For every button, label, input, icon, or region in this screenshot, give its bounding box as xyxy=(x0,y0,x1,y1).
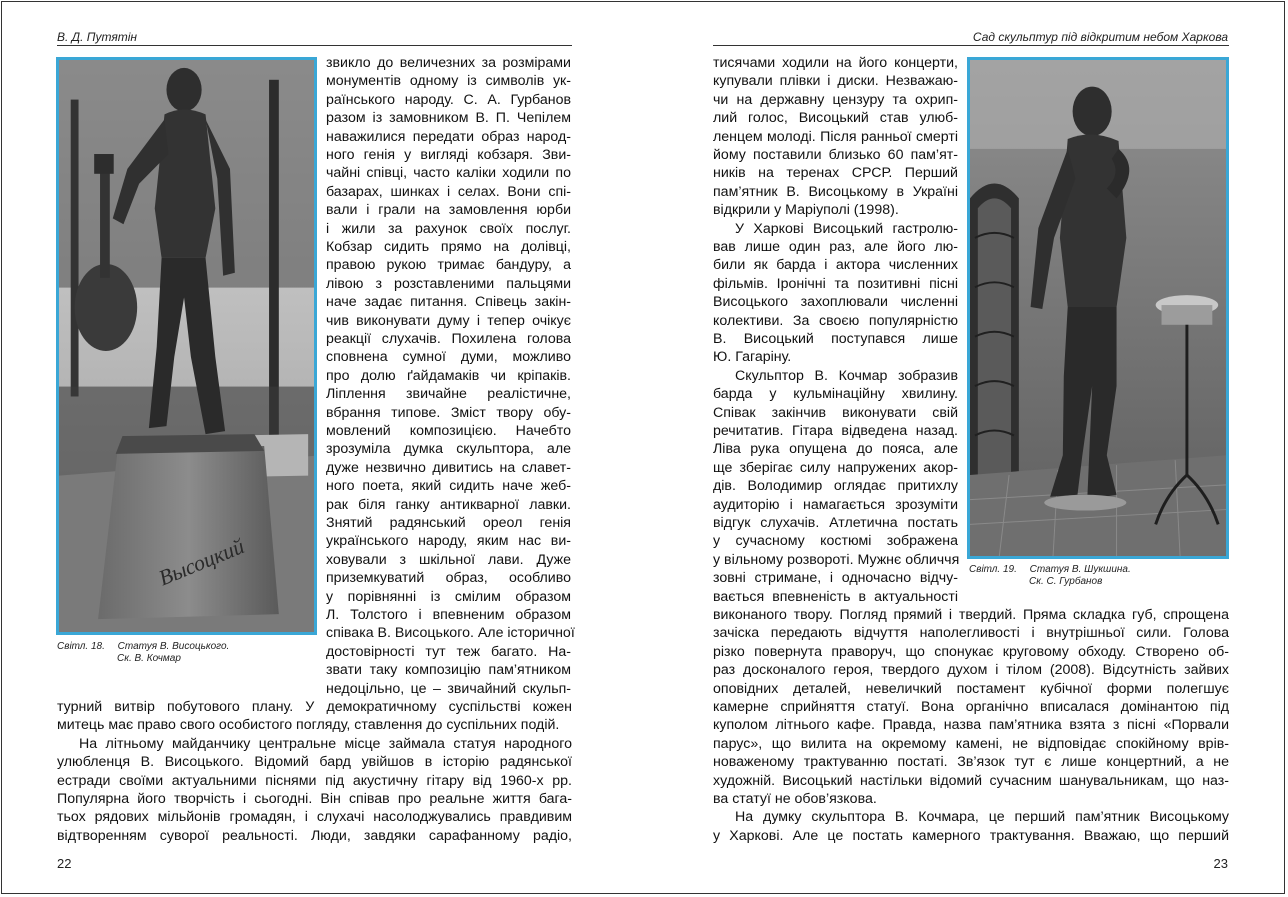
text-line: йому поставили близько 60 пам’ят- xyxy=(713,147,958,163)
text-line: недоцільно, це – звичайний скульп- xyxy=(326,680,571,697)
text-line: наче задає питання. Співець закін- xyxy=(326,294,571,311)
right-page-number: 23 xyxy=(1213,856,1228,871)
text-line: новаженому трактуванню постаті. Зв’язок тут є лише концертний, а не xyxy=(713,754,1229,771)
text-line: про долю ґайдамаків чи кріпаків. xyxy=(326,367,571,384)
text-line: відгук слухачів. Атлетична постать xyxy=(713,515,958,531)
figure-19-title: Статуя В. Шукшина. xyxy=(1029,564,1131,575)
text-line: естради своїми актуальними піснями під акустичну гітару від 1960-х рр. xyxy=(57,772,572,789)
text-line: чи на державну цензуру та охрип- xyxy=(713,91,958,108)
text-line: ховували з шкільної лави. Дуже xyxy=(326,551,571,568)
text-line: мовлений композицією. Начебто xyxy=(326,423,571,439)
text-line: били як барда і актора численних xyxy=(713,257,958,274)
figure-18-caption xyxy=(57,641,229,665)
text-line: раз досконалого героя, твердого духом і тілом (2008). Відсутність зайвих xyxy=(713,662,1229,679)
text-line: зачіска передають відчуття наполегливості і внутрішньої сили. Голова xyxy=(713,625,1229,642)
text-line: вав лише один раз, але його лю- xyxy=(713,239,958,255)
figure-18-photo-vysotsky-statue xyxy=(56,57,317,635)
text-line: ленцем молоді. Після ранньої смерті xyxy=(713,128,958,145)
text-line: аудиторію і намагається зрозуміти xyxy=(713,496,958,513)
text-line: На літньому майданчику центральне місце займала статуя народного xyxy=(79,735,572,752)
text-line: Скульптор В. Кочмар зобразив xyxy=(735,367,958,384)
text-line: правою рукою тримає бандуру, а xyxy=(326,257,571,274)
text-line: вбрання типове. Зміст твору обу- xyxy=(326,404,571,421)
text-line: приземкуватий образ, особливо xyxy=(326,570,571,587)
figure-18-credit: Ск. В. Кочмар xyxy=(117,653,181,664)
text-line: У Харкові Висоцький гастролю- xyxy=(735,220,958,237)
left-page-number: 22 xyxy=(57,856,72,871)
shukshin-statue-illustration xyxy=(970,60,1226,556)
text-line: камерне сприйняття статуї. Вона органічно вписалася домінантою під xyxy=(713,699,1229,715)
text-line: рак біля ганку антикварної лавки. xyxy=(326,496,571,513)
text-line: відтворенням суворої реальності. Люди, завдяки сарафанному радіо, xyxy=(57,827,572,844)
right-running-header: Сад скульптур під відкритим небом Харкова xyxy=(972,30,1228,44)
text-line: ще зберігає силу напружених акор- xyxy=(713,459,958,476)
text-line: Кобзар сидить прямо на долівці, xyxy=(326,239,571,255)
text-line: різко повернута праворуч, що спонукає круговому обходу. Створено об- xyxy=(713,643,1229,660)
text-line: митець має право свого особистого погляду, ставлення до суспільних подій. xyxy=(57,717,560,734)
text-line: колективи. За своєю популярністю xyxy=(713,312,958,329)
text-line: Співак закінчив виконувати свій xyxy=(713,404,958,421)
text-line: Ю. Гагаріну. xyxy=(713,349,792,366)
text-line: виконаного твору. Погляд прямий і твердий. Пряма складка губ, спрощена xyxy=(713,607,1229,623)
text-line: дів. Володимир оглядає притихлу xyxy=(713,478,958,495)
figure-19-label: Світл. 19. xyxy=(969,564,1017,575)
figure-18-title: Статуя В. Висоцького. xyxy=(117,641,230,652)
text-line: тьох рядових мільйонів громадян, і слухачі насолоджувались правдивим xyxy=(57,809,572,826)
vysotsky-statue-illustration xyxy=(59,60,314,632)
text-line: купували плівки і диски. Незважаю- xyxy=(713,73,958,90)
text-line: лівою з розставленими пальцями xyxy=(326,275,571,292)
text-line: художній. Висоцький настільки відомий сучасним шанувальникам, що наз- xyxy=(713,772,1229,789)
text-line: Л. Толстого і впевненим образом xyxy=(326,607,571,623)
text-line: співака В. Висоцького. Але історичної xyxy=(326,625,575,642)
text-line: реакції слухачів. Похилена голова xyxy=(326,331,571,347)
figure-19-photo-shukshin-statue xyxy=(967,57,1229,559)
text-line: чив виконувати думу і тепер очікує xyxy=(326,312,571,329)
text-line: достовірності тут теж багато. На- xyxy=(326,643,571,660)
left-header-rule xyxy=(57,45,572,46)
text-line: ного генія у вигляді кобзаря. Зви- xyxy=(326,147,571,163)
text-line: ників на теренах СРСР. Перший xyxy=(713,165,958,182)
text-line: і жили за рахунок своїх послуг. xyxy=(326,220,571,237)
text-line: монументів одному із символів ук- xyxy=(326,73,571,90)
text-line: Ліва рука опущена до пояса, але xyxy=(713,441,958,458)
text-line: базарах, шинках і селах. Вони спі- xyxy=(326,183,571,200)
text-line: Популярна його творчість і сьогодні. Він співав про реальне життя бага- xyxy=(57,791,572,807)
text-line: куполом літнього кафе. Правда, назва пам’ятника взята з пісні «Порвали xyxy=(713,717,1229,734)
text-line: барда у кульмінаційну хвилину. xyxy=(713,386,958,403)
text-line: у вільному розвороті. Мужнє обличчя xyxy=(713,551,960,568)
text-line: звикло до величезних за розмірами xyxy=(326,55,571,71)
text-line: ва статуї не обов’язкова. xyxy=(713,791,877,807)
text-line: наважилися передати образ народ- xyxy=(326,128,571,145)
text-line: зовні стримане, і одночасно відчу- xyxy=(713,570,958,587)
text-line: Ліплення звичайне реалістичне, xyxy=(326,386,571,403)
text-line: В. Висоцький поступався лише xyxy=(713,331,958,347)
text-line: сповнена сумної думи, можливо xyxy=(326,349,571,366)
text-line: тисячами ходили на його концерти, xyxy=(713,55,958,71)
text-line: звати таку композицію пам’ятником xyxy=(326,662,571,679)
right-header-rule xyxy=(713,45,1229,46)
text-line: раїнського народу. С. А. Гурбанов xyxy=(326,91,571,108)
text-line: Висоцького захоплювали численні xyxy=(713,294,958,311)
text-line: ного поета, який сидить наче жеб- xyxy=(326,478,571,495)
right-page xyxy=(644,0,1288,897)
figure-18-label: Світл. 18. xyxy=(57,641,105,652)
text-line: фільмів. Іронічні та позитивні пісні xyxy=(713,275,958,292)
figure-19-caption xyxy=(969,564,1131,588)
text-line: лий голос, Висоцький став улюб- xyxy=(713,110,958,127)
text-line: відкрили у Маріуполі (1998). xyxy=(713,202,899,219)
text-line: пам’ятник В. Висоцькому в Україні xyxy=(713,183,958,200)
text-line: у Харкові. Але це постать камерного трактування. Вважаю, що перший xyxy=(713,827,1229,844)
text-line: вається впевненість в актуальності xyxy=(713,588,958,605)
text-line: Знятий радянський ореол генія xyxy=(326,515,571,531)
text-line: у порівнянні із смілим образом xyxy=(326,588,571,605)
text-line: парус», що вилита на окремому камені, не відповідає спокійному врів- xyxy=(713,735,1229,752)
figure-19-credit: Ск. С. Гурбанов xyxy=(1029,576,1103,587)
text-line: На думку скульптора В. Кочмара, це перший пам’ятник Висоцькому xyxy=(735,809,1229,826)
pedestal-inscription: Высоцкий xyxy=(155,534,248,591)
text-line: дуже незвично дивитись на славет- xyxy=(326,459,571,476)
text-line: українського народу, яким нас ви- xyxy=(326,533,571,550)
text-line: вали і грали на замовлення юрби xyxy=(326,202,571,219)
text-line: у сучасному костюмі зображена xyxy=(713,533,958,550)
text-line: разом із замовником В. П. Чепілем xyxy=(326,110,571,127)
text-line: зрозуміла думка скульптора, але xyxy=(326,441,571,458)
text-line: речитатив. Гітара відведена назад. xyxy=(713,423,958,439)
text-line: турний витвір побутового плану. У демократичному суспільстві кожен xyxy=(57,699,572,715)
text-line: оповідних деталей, невеличкий постамент кубічної форми полегшує xyxy=(713,680,1229,697)
left-running-header: В. Д. Путятін xyxy=(57,30,138,44)
text-line: чайні співці, часто каліки ходили по xyxy=(326,165,571,182)
text-line: улюбленця В. Висоцького. Відомий бард увійшов в історію радянської xyxy=(57,754,572,771)
